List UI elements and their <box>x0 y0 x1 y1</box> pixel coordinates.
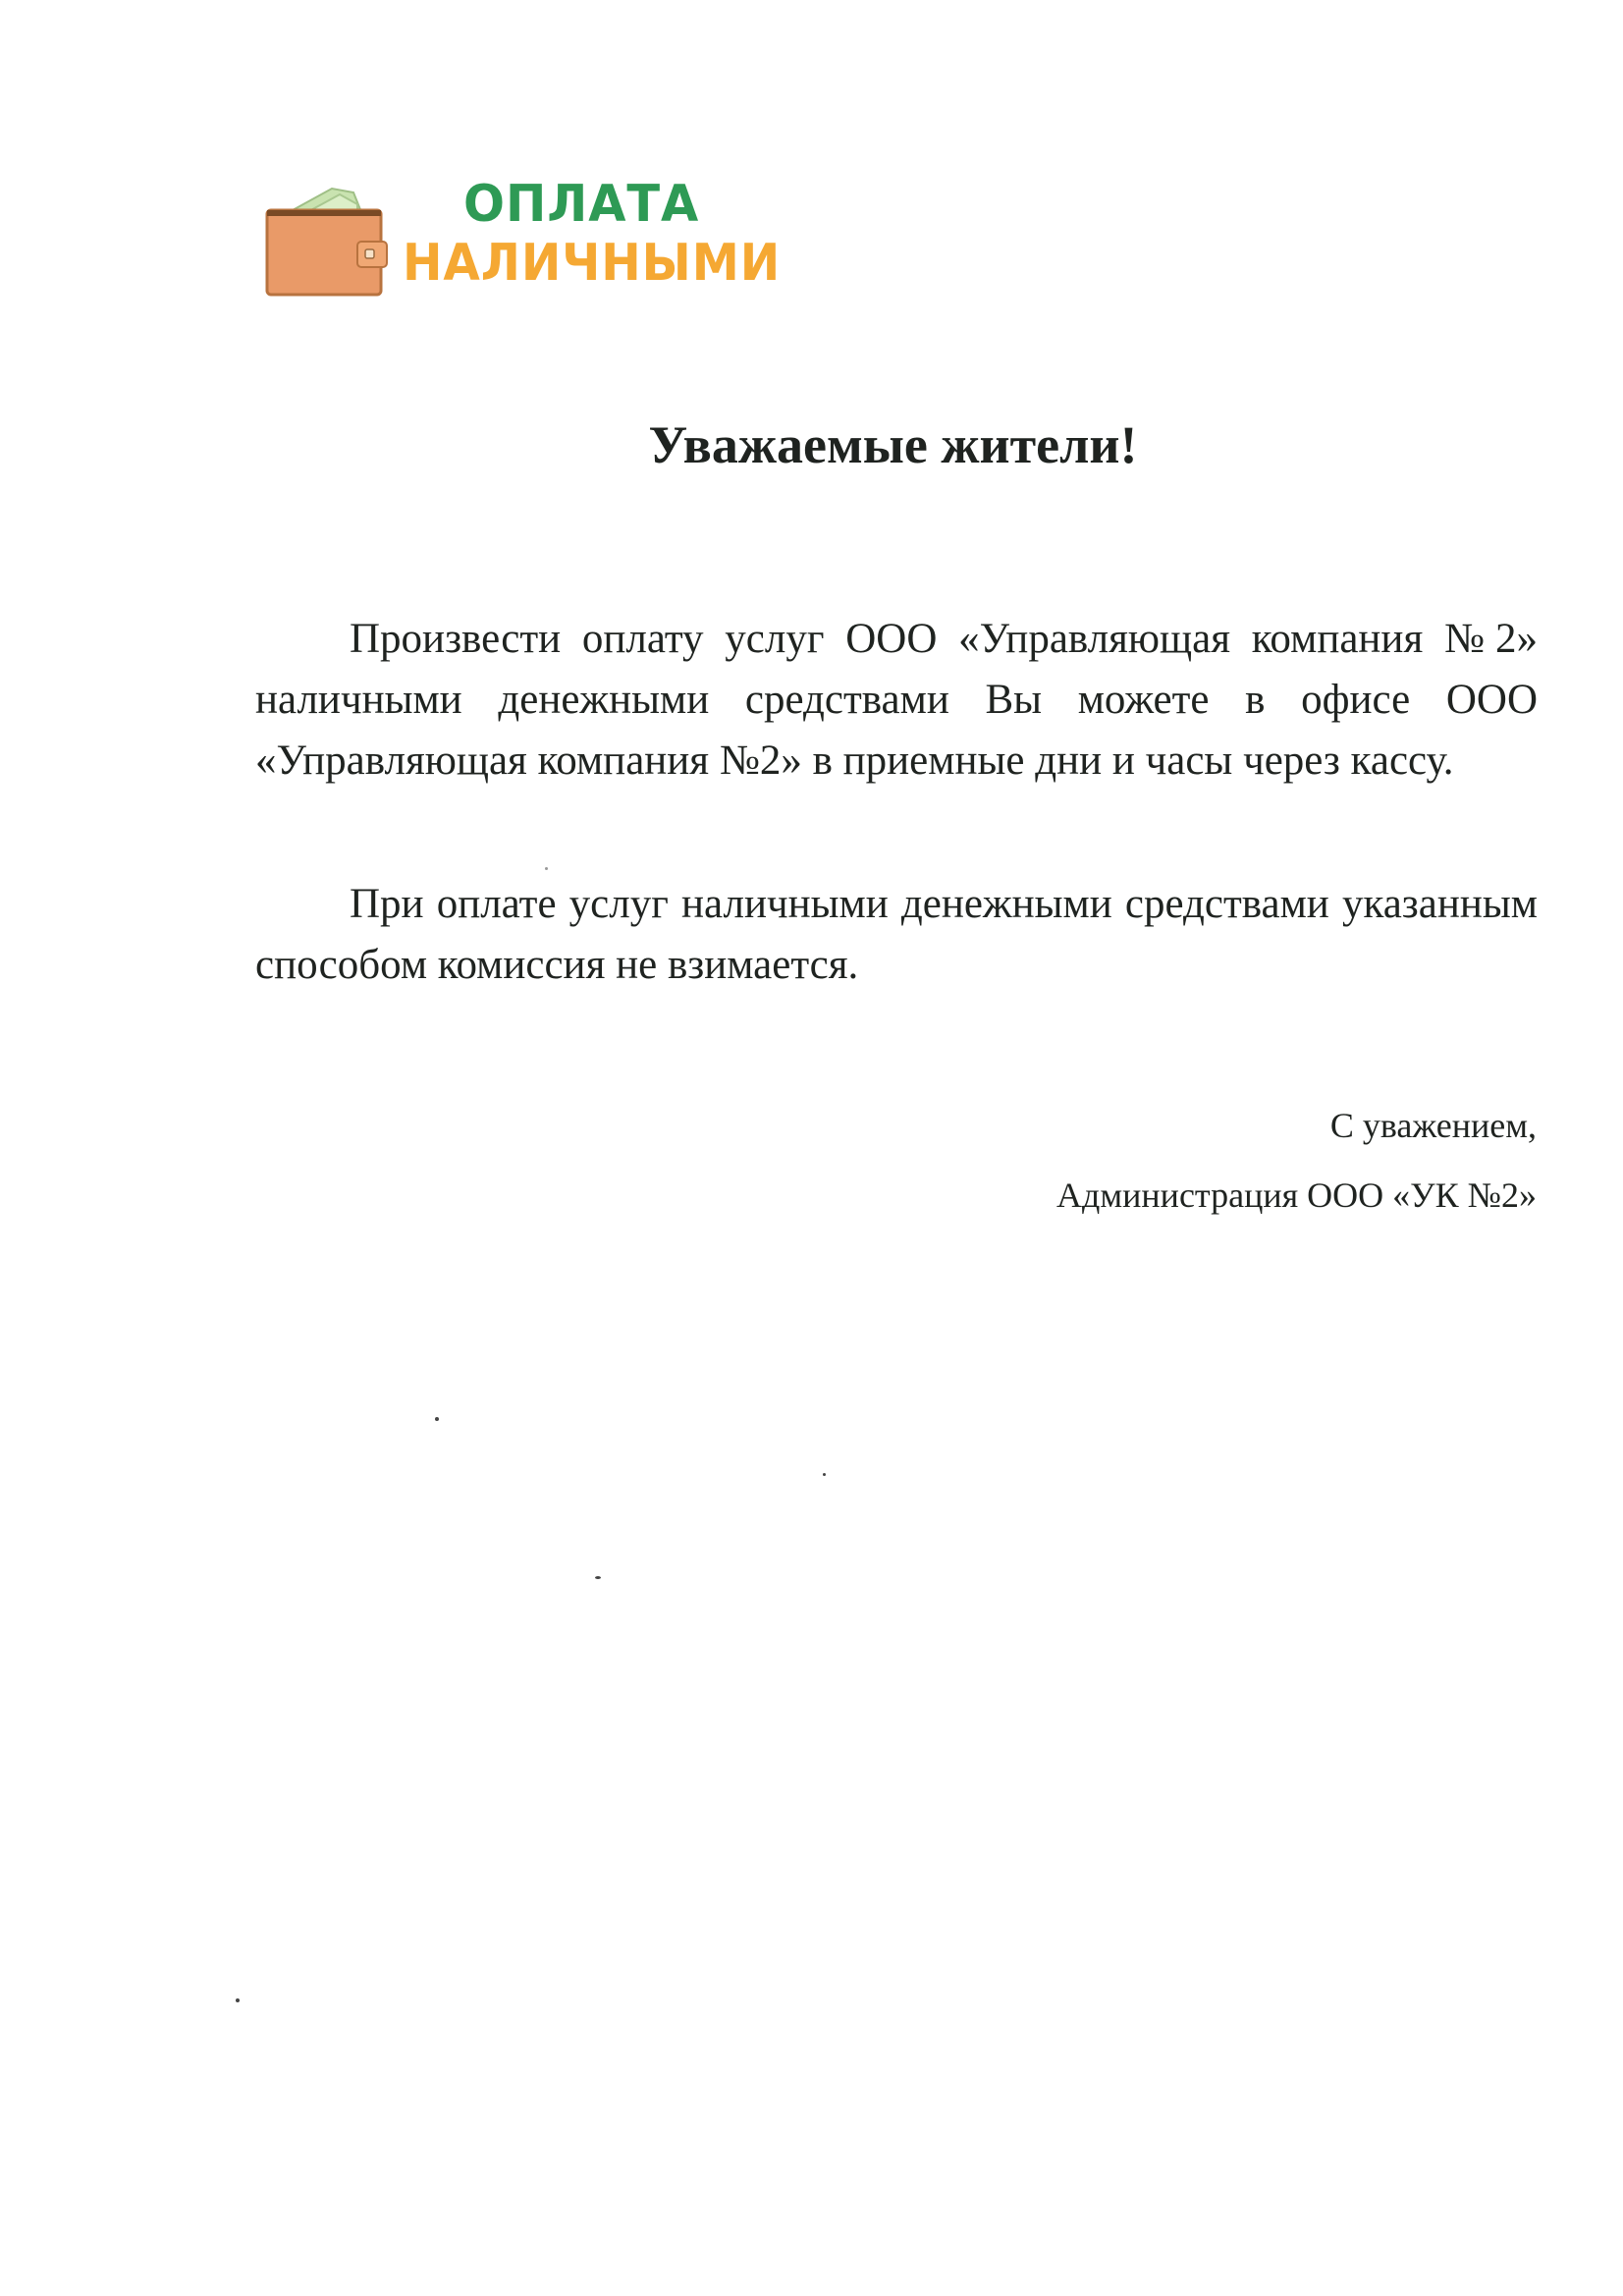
scan-speck <box>595 1576 601 1579</box>
logo-title-line1: ОПЛАТА <box>463 175 700 234</box>
scan-speck <box>823 1473 826 1476</box>
scan-speck <box>236 1998 240 2002</box>
logo-title-line2: НАЛИЧНЫМИ <box>403 234 782 293</box>
closing-phrase: С уважением, <box>1329 1106 1537 1145</box>
signature: Администрация ООО «УК №2» <box>1056 1175 1537 1215</box>
logo <box>257 175 782 302</box>
document-title: Уважаемые жители! <box>648 415 1138 474</box>
paragraph-payment-info: Произвести оплату услуг ООО «Управляющая компания №2» наличными денежными средствами Вы можете в офисе ООО «Управляющая компания №2» в приемные дни и часы через кассу. <box>255 616 1538 784</box>
wallet-icon <box>263 181 391 299</box>
scan-speck <box>435 1417 439 1421</box>
paragraph-commission-info: При оплате услуг наличными денежными средствами указанным способом комиссия не взимается. <box>255 881 1538 988</box>
scan-speck <box>545 867 548 870</box>
